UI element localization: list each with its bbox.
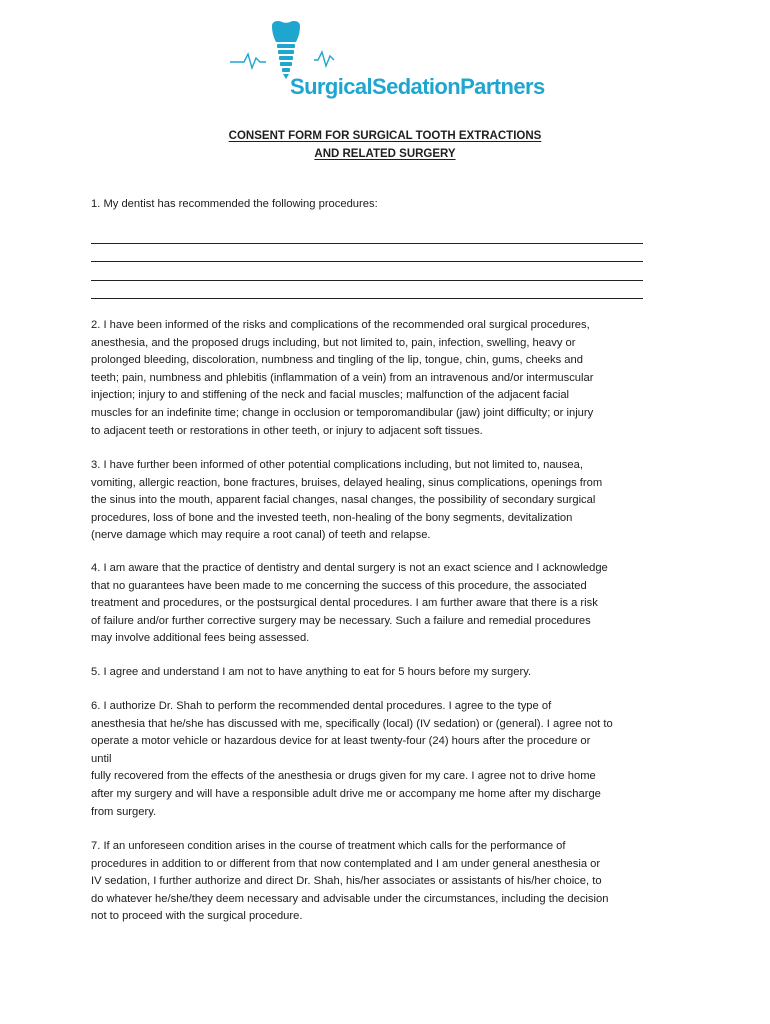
section-6-line: until bbox=[91, 752, 112, 765]
section-3 bbox=[91, 457, 681, 545]
form-title-line-2: AND RELATED SURGERY bbox=[314, 148, 456, 160]
procedures-blank-line bbox=[91, 243, 643, 244]
section-4-line: may involve additional fees being assessed. bbox=[91, 632, 310, 645]
section-6 bbox=[91, 698, 681, 821]
section-7 bbox=[91, 838, 681, 926]
form-title-line-1: CONSENT FORM FOR SURGICAL TOOTH EXTRACTIONS bbox=[228, 130, 542, 142]
section-3-line: 3. I have further been informed of other potential complications including, but not limited to, nausea, bbox=[91, 459, 583, 471]
section-5-line: 5. I agree and understand I am not to have anything to eat for 5 hours before my surgery. bbox=[91, 666, 532, 678]
section-4-line: that no guarantees have been made to me concerning the success of this procedure, the associated bbox=[91, 579, 587, 592]
section-1 bbox=[91, 196, 681, 214]
section-2-line: 2. I have been informed of the risks and complications of the recommended oral surgical procedures, bbox=[91, 319, 590, 331]
procedures-blank-line bbox=[91, 298, 643, 299]
section-4-line: 4. I am aware that the practice of dentistry and dental surgery is not an exact science and I acknowledge bbox=[91, 562, 608, 574]
brand-logo bbox=[230, 20, 550, 98]
section-7-line: not to proceed with the surgical procedure. bbox=[91, 910, 303, 923]
section-2-line: prolonged bleeding, discoloration, numbness and tingling of the lip, tongue, chin, gums, cheeks and bbox=[91, 354, 583, 367]
section-3-line: procedures, loss of bone and the invested teeth, non-healing of the bony segments, devitalization bbox=[91, 511, 573, 524]
brand-name: SurgicalSedationPartners bbox=[290, 74, 545, 99]
section-7-line: procedures in addition to or different from that now contemplated and I am under general anesthesia or bbox=[91, 857, 601, 870]
section-6-line: anesthesia that he/she has discussed with me, specifically (local) (IV sedation) or (general). I agree not to bbox=[91, 717, 613, 730]
section-6-line: from surgery. bbox=[91, 805, 157, 818]
procedures-blank-line bbox=[91, 261, 643, 262]
section-6-line: after my surgery and will have a responsible adult drive me or accompany me home after my discharge bbox=[91, 787, 601, 800]
section-6-line: 6. I authorize Dr. Shah to perform the recommended dental procedures. I agree to the type of bbox=[91, 700, 552, 712]
section-2-line: teeth; pain, numbness and phlebitis (inflammation of a vein) from an intravenous and/or intermuscular bbox=[91, 371, 594, 384]
section-2-line: injection; injury to and stiffening of the neck and facial muscles; malfunction of the adjacent facial bbox=[91, 389, 570, 402]
section-3-line: vomiting, allergic reaction, bone fractures, bruises, delayed healing, sinus complications, openings from bbox=[91, 476, 603, 489]
section-1-line: 1. My dentist has recommended the following procedures: bbox=[91, 198, 378, 210]
section-6-line: operate a motor vehicle or hazardous device for at least twenty-four (24) hours after the procedure or bbox=[91, 735, 591, 748]
section-5 bbox=[91, 664, 681, 682]
section-2 bbox=[91, 317, 681, 440]
section-2-line: anesthesia, and the proposed drugs including, but not limited to, pain, infection, swelling, heavy or bbox=[91, 336, 576, 349]
section-2-line: muscles for an indefinite time; change in occlusion or temporomandibular (jaw) joint difficulty; or injury bbox=[91, 406, 594, 419]
section-2-line: to adjacent teeth or restorations in other teeth, or injury to adjacent soft tissues. bbox=[91, 424, 483, 437]
section-3-line: the sinus into the mouth, apparent facial changes, nasal changes, the possibility of secondary surgical bbox=[91, 494, 596, 507]
section-7-line: 7. If an unforeseen condition arises in the course of treatment which calls for the performance of bbox=[91, 840, 566, 852]
section-4 bbox=[91, 560, 681, 648]
section-6-line: fully recovered from the effects of the anesthesia or drugs given for my care. I agree not to drive home bbox=[91, 770, 596, 783]
section-3-line: (nerve damage which may require a root canal) of teeth and relapse. bbox=[91, 529, 431, 542]
section-4-line: of failure and/or further corrective surgery may be necessary. Such a failure and remedial procedures bbox=[91, 614, 591, 627]
procedures-blank-line bbox=[91, 280, 643, 281]
section-7-line: IV sedation, I further authorize and direct Dr. Shah, his/her associates or assistants of his/her choice, to bbox=[91, 875, 602, 888]
section-7-line: do whatever he/she/they deem necessary and advisable under the circumstances, including the decision bbox=[91, 892, 609, 905]
section-4-line: treatment and procedures, or the postsurgical dental procedures. I am further aware that there is a risk bbox=[91, 597, 598, 610]
